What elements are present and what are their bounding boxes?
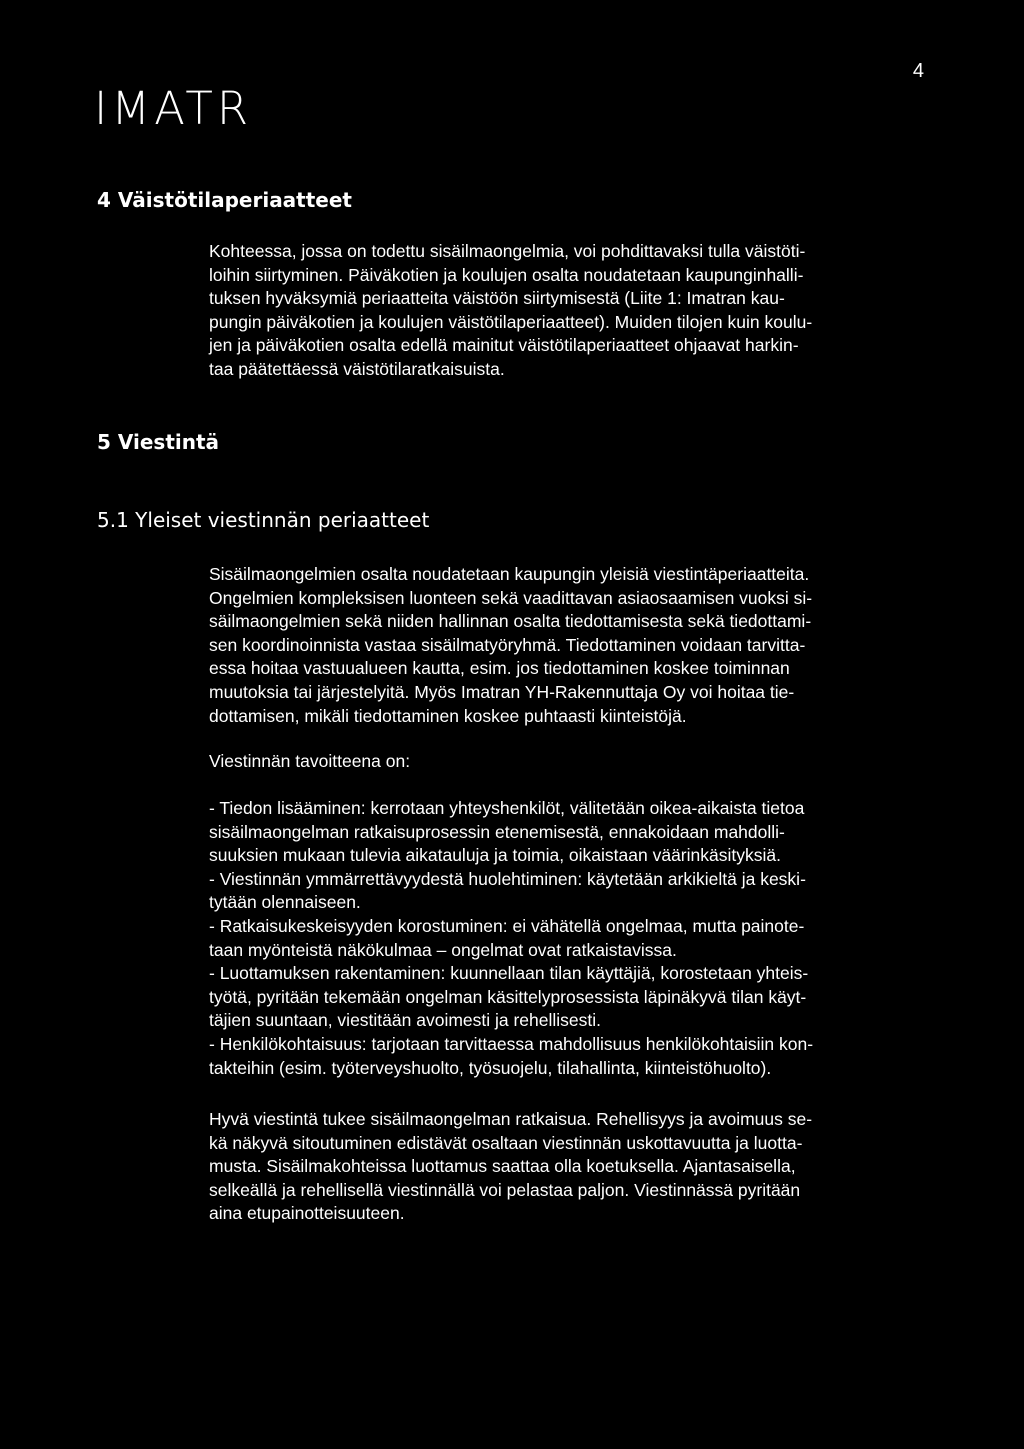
paragraph-line: Ongelmien kompleksisen luonteen sekä vaadittavan asiaosaamisen vuoksi si- — [209, 587, 813, 608]
goals-list — [209, 797, 939, 1080]
paragraph-line: selkeällä ja rehellisellä viestinnällä voi pelastaa paljon. Viestinnässä pyritään — [209, 1179, 801, 1200]
paragraph-line: loihin siirtyminen. Päiväkotien ja koulujen osalta noudatetaan kaupunginhalli- — [209, 264, 804, 285]
goals-line: työtä, pyritään tekemään ongelman käsittelyprosessista läpinäkyvä tilan käyt- — [209, 986, 807, 1007]
section-5-1-heading: 5.1 Yleiset viestinnän periaatteet — [97, 508, 430, 532]
paragraph-line: sen koordinoinnista vastaa sisäilmatyöryhmä. Tiedottaminen voidaan tarvitta- — [209, 634, 806, 655]
goals-line: - Ratkaisukeskeisyyden korostuminen: ei vähätellä ongelmaa, mutta painote- — [209, 915, 805, 936]
goals-intro: Viestinnän tavoitteena on: — [209, 751, 411, 771]
goals-line: tytään olennaiseen. — [209, 892, 361, 913]
goals-line: takteihin (esim. työterveyshuolto, työsuojelu, tilahallinta, kiinteistöhuolto). — [209, 1057, 772, 1078]
paragraph-line: kä näkyvä sitoutuminen edistävät osaltaan viestinnän uskottavuutta ja luotta- — [209, 1132, 803, 1153]
paragraph-line: Kohteessa, jossa on todettu sisäilmaongelmia, voi pohdittavaksi tulla väistöti- — [209, 241, 806, 261]
paragraph-line: säilmaongelmien sekä niiden hallinnan osalta tiedottamisesta sekä tiedottami- — [209, 611, 812, 632]
paragraph-line: taa päätettäessä väistötilaratkaisuista. — [209, 358, 505, 379]
goals-line: täjien suuntaan, viestitään avoimesti ja rehellisesti. — [209, 1010, 602, 1031]
goals-line: - Viestinnän ymmärrettävyydestä huolehtiminen: käytetään arkikieltä ja keski- — [209, 868, 806, 889]
imatra-logo: IMATR — [94, 82, 253, 135]
paragraph-line: aina etupainotteisuuteen. — [209, 1203, 405, 1224]
paragraph-line: Sisäilmaongelmien osalta noudatetaan kaupungin yleisiä viestintäperiaatteita. — [209, 564, 810, 584]
section-5-1-paragraph — [209, 563, 939, 728]
goals-line: - Tiedon lisääminen: kerrotaan yhteyshenkilöt, välitetään oikea-aikaista tietoa — [209, 798, 805, 818]
paragraph-line: muutoksia tai järjestelyitä. Myös Imatran YH-Rakennuttaja Oy voi hoitaa tie- — [209, 681, 795, 702]
section-4-paragraph — [209, 240, 939, 382]
paragraph-line: jen ja päiväkotien osalta edellä mainitut väistötilaperiaatteet ohjaavat harkin- — [209, 335, 799, 356]
goals-line: - Henkilökohtaisuus: tarjotaan tarvittaessa mahdollisuus henkilökohtaisiin kon- — [209, 1033, 814, 1054]
goals-line: - Luottamuksen rakentaminen: kuunnellaan tilan käyttäjiä, korostetaan yhteis- — [209, 963, 809, 984]
paragraph-line: tuksen hyväksymiä periaatteita väistöön siirtymisestä (Liite 1: Imatran kau- — [209, 288, 785, 309]
paragraph-line: pungin päiväkotien ja koulujen väistötilaperiaatteet). Muiden tilojen kuin koulu- — [209, 311, 813, 332]
goals-line: taan myönteistä näkökulmaa – ongelmat ovat ratkaistavissa. — [209, 939, 677, 960]
goals-line: suuksien mukaan tulevia aikatauluja ja toimia, oikaistaan väärinkäsityksiä. — [209, 845, 781, 866]
paragraph-line: Hyvä viestintä tukee sisäilmaongelman ratkaisua. Rehellisyys ja avoimuus se- — [209, 1109, 813, 1129]
goals-line: sisäilmaongelman ratkaisuprosessin etenemisestä, ennakoidaan mahdolli- — [209, 821, 785, 842]
paragraph-line: musta. Sisäilmakohteissa luottamus saattaa olla koetuksella. Ajantasaisella, — [209, 1156, 796, 1177]
paragraph-line: essa hoitaa vastuualueen kautta, esim. jos tiedottaminen koskee toiminnan — [209, 658, 790, 679]
section-4-heading: 4 Väistötilaperiaatteet — [97, 188, 352, 212]
section-5-heading: 5 Viestintä — [97, 430, 220, 454]
paragraph-line: dottamisen, mikäli tiedottaminen koskee puhtaasti kiinteistöjä. — [209, 705, 687, 726]
page-number: 4 — [912, 60, 924, 82]
closing-paragraph — [209, 1108, 939, 1226]
